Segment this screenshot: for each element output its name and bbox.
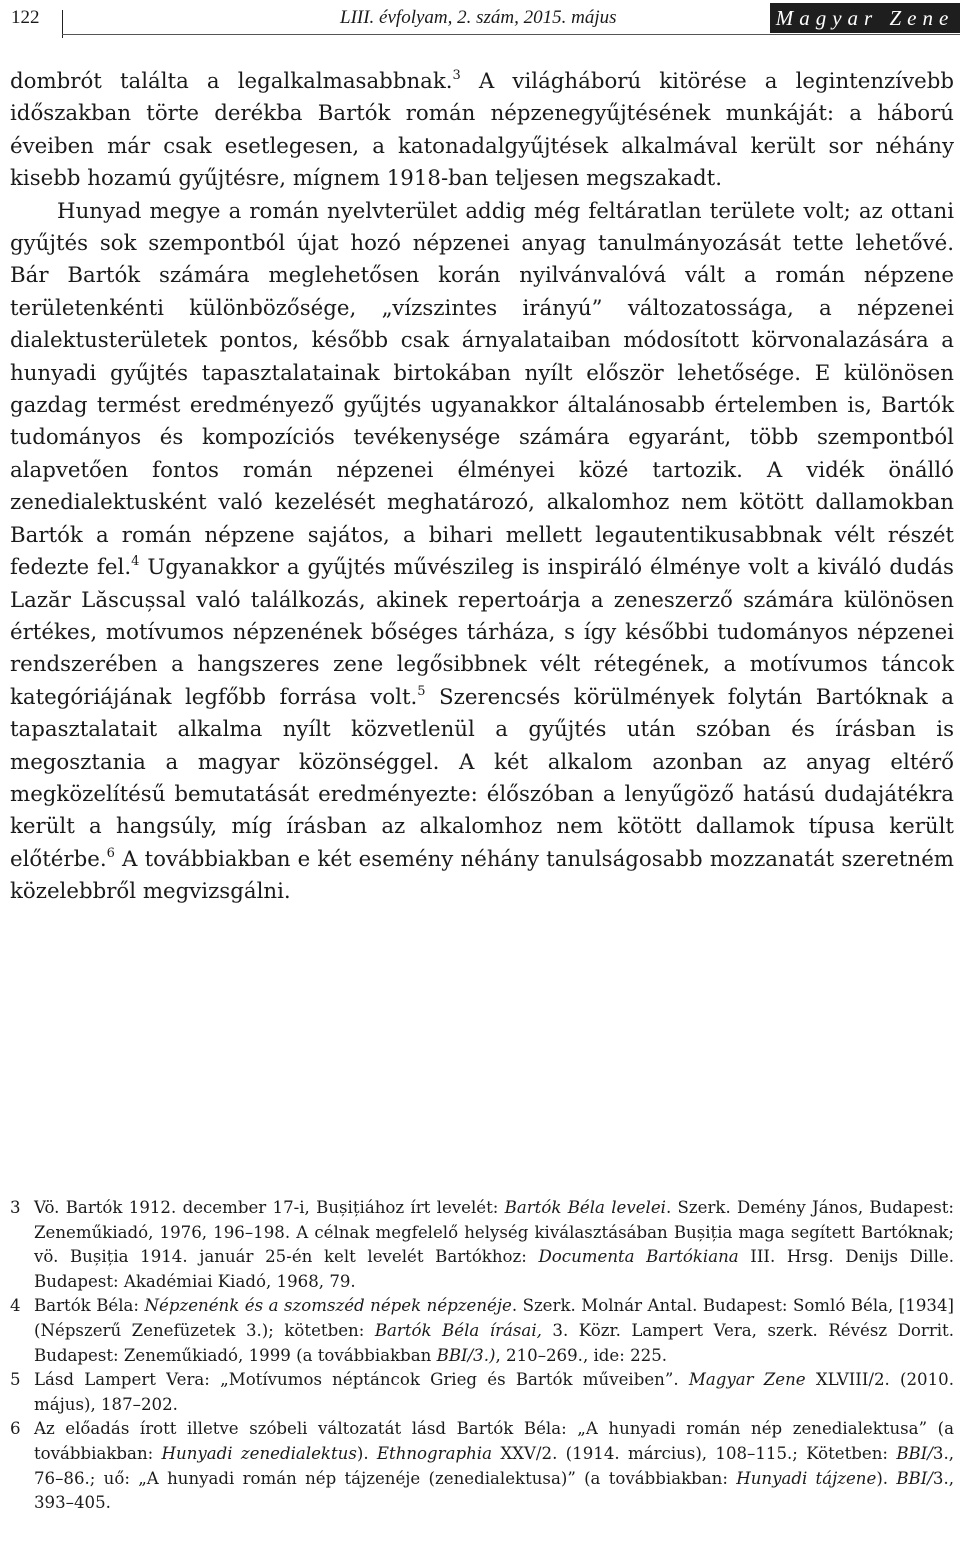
footnote-ref-4[interactable]: 4 [131, 554, 140, 570]
paragraph-1: dombrót találta a legalkalmasabbnak.$^3$ A világháború kitörése a legintenzívebb időszakban törte derékba Bartók román népzenegyűjtésének munkáját: a háború éveiben már csak esetlegesen, a katonadalgyűjtések alkalmával került sor néhány kisebb hozamú gyűjtésre, mígnem 1918-ban teljesen megszakadt. [10, 68, 954, 192]
journal-title: Magyar Zene [770, 3, 960, 33]
page-number: 122 [11, 7, 40, 28]
footnote-ref-3[interactable]: 3 [452, 68, 461, 83]
footnote-ref-6[interactable]: 6 [106, 845, 115, 861]
footnote-number: 6 [10, 1419, 21, 1439]
footnote-number: 5 [10, 1370, 21, 1390]
header-rule [62, 34, 960, 35]
footnote-3: 3 Vö. Bartók 1912. december 17-i, Bușițiához írt levelét: Bartók Béla levelei. Szerk. Demény János, Budapest: Zeneműkiadó, 1976, 196–198. A célnak megfelelő helység kiválasztásában Bușiția maga segített Bartóknak; vö. Bușiția 1914. január 25-én kelt levelét Bartókhoz: Documenta Bartókiana III. Hrsg. Denijs Dille. Budapest: Akadémiai Kiadó, 1968, 79. [10, 1198, 954, 1291]
issue-info: LIII. évfolyam, 2. szám, 2015. május [340, 7, 617, 28]
footnote-4: 4 Bartók Béla: Népzenénk és a szomszéd népek népzenéje. Szerk. Molnár Antal. Budapest: Somló Béla, [1934] (Népszerű Zenefüzetek 3.); kötetben: Bartók Béla írásai, 3. Közr. Lampert Vera, szerk. Révész Dorrit. Budapest: Zeneműkiadó, 1999 (a továbbiakban BBI/3.), 210–269., ide: 225. [10, 1296, 955, 1365]
footnote-5: 5 Lásd Lampert Vera: „Motívumos néptáncok Grieg és Bartók műveiben”. Magyar Zene XLVIII/2. (2010. május), 187–202. [10, 1370, 954, 1414]
paragraph-2: Hunyad megye a román nyelvterület addig még feltáratlan területe volt; az ottani gyűjtés sok szempontból újat hozó népzenei anyag tanulmányozását tette lehetővé. Bár Bartók számára meglehetősen korán nyilvánvalóvá vált a román népzene területenkénti különbözősége, „vízszintes irányú” változatossága, a népzenei dialektusterületek pontos, később csak árnyalataiban módosított körvonalazására a hunyadi gyűjtés tapasztalatainak birtokában nyílt először lehetősége. E különösen gazdag termést eredményező gyűjtés ugyanakkor általánosabb értelemben is, Bartók tudományos és kompozíciós tevékenysége számára egyaránt, több szempontból alapvetően fontos román népzenei élményei közé tartozik. A vidék önálló zenedialektusként való kezelését meghatározó, alkalomhoz nem kötött dallamokban Bartók a román népzene sajátos, a bihari mellett legautentikusabbnak vélt részét fedezte fel.$^4$ Ugyanakkor a gyűjtés művészileg is inspiráló élménye volt a kiváló dudás Lazăr Lăscușsal való találkozás, akinek repertoárja a zeneszerző számára különösen értékes, motívumos népzenének bőséges tárháza, s így későbbi tudományos népzenei rendszerében a hangszeres zene legősibbnek vélt rétegének, a motívumos táncok kategóriájának legfőbb forrása volt.$^5$ Szerencsés körülmények folytán Bartóknak a tapasztalatait alkalma nyílt közvetlenül a gyűjtés után szóban és írásban is megosztania a magyar közönséggel. A két alkalom azonban az anyag eltérő megközelítésű bemutatását eredményezte: élőszóban a lenyűgöző hatású dudajátékra került a hangsúly, míg írásban az alkalomhoz nem kötött dallamok típusa került előtérbe.$^6$ A továbbiakban e két esemény néhány tanulságosabb mozzanatát szeretném közelebbről megvizsgálni. [10, 198, 954, 905]
main-text [10, 66, 954, 909]
footnote-ref-5[interactable]: 5 [417, 683, 426, 699]
footnote-number: 4 [10, 1296, 21, 1316]
page-header [0, 0, 960, 40]
footnote-number: 3 [10, 1198, 21, 1217]
footnote-6: 6 Az előadás írott illetve szóbeli változatát lásd Bartók Béla: „A hunyadi román nép zenedialektusa” (a továbbiakban: Hunyadi zenedialektus). Ethnographia XXV/2. (1914. március), 108–115.; Kötetben: BBI/3., 76–86.; uő: „A hunyadi román nép tájzenéje (zenedialektusa)” (a továbbiakban: Hunyadi tájzene). BBI/3., 393–405. [10, 1419, 954, 1513]
footnotes [10, 1196, 954, 1516]
